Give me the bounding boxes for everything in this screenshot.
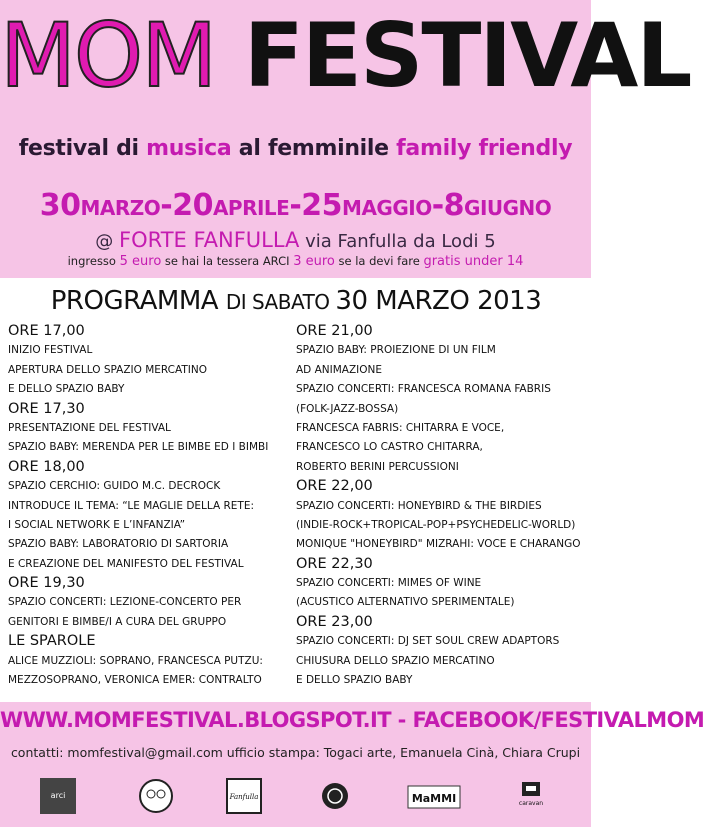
program-line: E DELLO SPAZIO BABY: [296, 674, 413, 687]
subtitle-highlight: musica: [146, 136, 232, 161]
festival-subtitle: [0, 136, 591, 161]
logo-fanfulla: [226, 778, 262, 814]
program-time: ORE 22,30: [296, 555, 373, 572]
entry-price: 3 euro: [293, 254, 335, 269]
program-line: SPAZIO BABY: MERENDA PER LE BIMBE ED I BIMBI: [8, 441, 269, 454]
program-line: MONIQUE "HONEYBIRD" MIZRAHI: VOCE E CHARANGO: [296, 538, 581, 551]
program-line: INIZIO FESTIVAL: [8, 344, 93, 357]
program-line: E CREAZIONE DEL MANIFESTO DEL FESTIVAL: [8, 557, 244, 570]
contacts-line: contatti: momfestival@gmail.com ufficio stampa: Togaci arte, Emanuela Cinà, Chiara Crupi: [10, 745, 581, 760]
program-line: SPAZIO CONCERTI: HONEYBIRD & THE BIRDIES: [296, 499, 542, 512]
entry-text: se hai la tessera ARCI: [161, 254, 294, 268]
program-heading-date: 30 MARZO 2013: [335, 286, 542, 316]
program-line: PRESENTAZIONE DEL FESTIVAL: [8, 421, 171, 434]
program-line: SPAZIO CONCERTI: MIMES OF WINE: [296, 577, 482, 590]
logo-caravan: [518, 778, 544, 814]
date-number: 25: [301, 188, 343, 223]
program-line: AD ANIMAZIONE: [296, 363, 383, 376]
program-line: GENITORI E BIMBE/I A CURA DEL GRUPPO: [8, 615, 227, 628]
date-number: 8: [443, 188, 465, 223]
program-line: SPAZIO BABY: PROIEZIONE DI UN FILM: [296, 344, 496, 357]
program-column-right: [296, 322, 588, 690]
festival-title: [0, 4, 691, 107]
program-heading: [6, 286, 586, 316]
logo-arci: [40, 778, 76, 814]
program-line: E DELLO SPAZIO BABY: [8, 383, 125, 396]
program-line: SPAZIO CONCERTI: DJ SET SOUL CREW ADAPTORS: [296, 635, 560, 648]
website-links[interactable]: WWW.MOMFESTIVAL.BLOGSPOT.IT - FACEBOOK/FESTIVALMOM: [0, 708, 704, 732]
program-line: MEZZOSOPRANO, VERONICA EMER: CONTRALTO: [8, 674, 262, 687]
program-heading-word: PROGRAMMA: [50, 286, 226, 316]
program-time: ORE 17,30: [8, 400, 85, 417]
venue-at: @: [95, 231, 120, 252]
svg-text:Fanfulla: Fanfulla: [229, 793, 259, 801]
date-month: MAGGIO: [342, 196, 432, 220]
svg-text:caravan: caravan: [518, 800, 544, 807]
logo-mammi: [408, 778, 460, 814]
subtitle-part: al femminile: [231, 136, 397, 161]
program-time: LE SPAROLE: [8, 633, 96, 650]
svg-text:arci: arci: [50, 791, 66, 800]
date-month: APRILE: [212, 196, 290, 220]
program-heading-word: DI SABATO: [225, 290, 336, 314]
program-line: ALICE MUZZIOLI: SOPRANO, FRANCESCA PUTZU:: [8, 654, 263, 667]
program-line: (INDIE-ROCK+TROPICAL-POP+PSYCHEDELIC-WORLD): [296, 518, 576, 531]
venue-address: via Fanfulla da Lodi 5: [299, 231, 496, 252]
entry-prices: [0, 254, 591, 269]
title-festival: FESTIVAL: [243, 4, 691, 107]
venue-name: FORTE FANFULLA: [119, 228, 300, 252]
program-line: (FOLK-JAZZ-BOSSA): [296, 402, 399, 415]
date-number: 20: [172, 188, 213, 223]
program-time: ORE 23,00: [296, 613, 373, 630]
program-line: FRANCESCO LO CASTRO CHITARRA,: [296, 441, 483, 454]
program-time: ORE 21,00: [296, 323, 373, 339]
program-time: ORE 19,30: [8, 575, 85, 592]
program-line: I SOCIAL NETWORK E L’INFANZIA”: [8, 518, 186, 531]
program-line: CHIUSURA DELLO SPAZIO MERCATINO: [296, 654, 495, 667]
logo-round-badge: [320, 778, 350, 814]
date-month: MARZO: [80, 196, 161, 220]
entry-text: ingresso: [67, 254, 120, 268]
program-line: FRANCESCA FABRIS: CHITARRA E VOCE,: [296, 421, 505, 434]
program-line: SPAZIO CONCERTI: LEZIONE-CONCERTO PER: [8, 596, 242, 609]
program-line: SPAZIO CERCHIO: GUIDO M.C. DECROCK: [8, 480, 221, 493]
program-time: ORE 18,00: [8, 458, 85, 475]
program-line: (ACUSTICO ALTERNATIVO SPERIMENTALE): [296, 596, 515, 609]
subtitle-highlight: family friendly: [396, 136, 573, 161]
sponsor-logos: [0, 778, 591, 818]
program-line: INTRODUCE IL TEMA: “LE MAGLIE DELLA RETE:: [8, 499, 255, 512]
entry-text: se la devi fare: [334, 254, 424, 268]
program-column-left: [8, 322, 288, 690]
program-line: SPAZIO BABY: LABORATORIO DI SARTORIA: [8, 538, 229, 551]
program-line: APERTURA DELLO SPAZIO MERCATINO: [8, 363, 208, 376]
program-time: ORE 17,00: [8, 323, 85, 339]
svg-text:MaMMI: MaMMI: [411, 792, 457, 805]
entry-price: 5 euro: [119, 254, 162, 269]
venue-line: [0, 228, 591, 252]
program-time: ORE 22,00: [296, 478, 373, 495]
date-number: 30: [39, 188, 81, 223]
program-line: SPAZIO CONCERTI: FRANCESCA ROMANA FABRIS: [296, 383, 551, 396]
date-month: GIUGNO: [464, 196, 552, 220]
title-mom: MOM: [0, 4, 216, 107]
program-line: ROBERTO BERINI PERCUSSIONI: [296, 460, 459, 473]
logo-circle-kids: [138, 778, 174, 814]
entry-free: gratis under 14: [423, 254, 524, 269]
subtitle-part: festival di: [18, 136, 147, 161]
festival-dates: 30MARZO-20APRILE-25MAGGIO-8GIUGNO: [39, 188, 552, 223]
